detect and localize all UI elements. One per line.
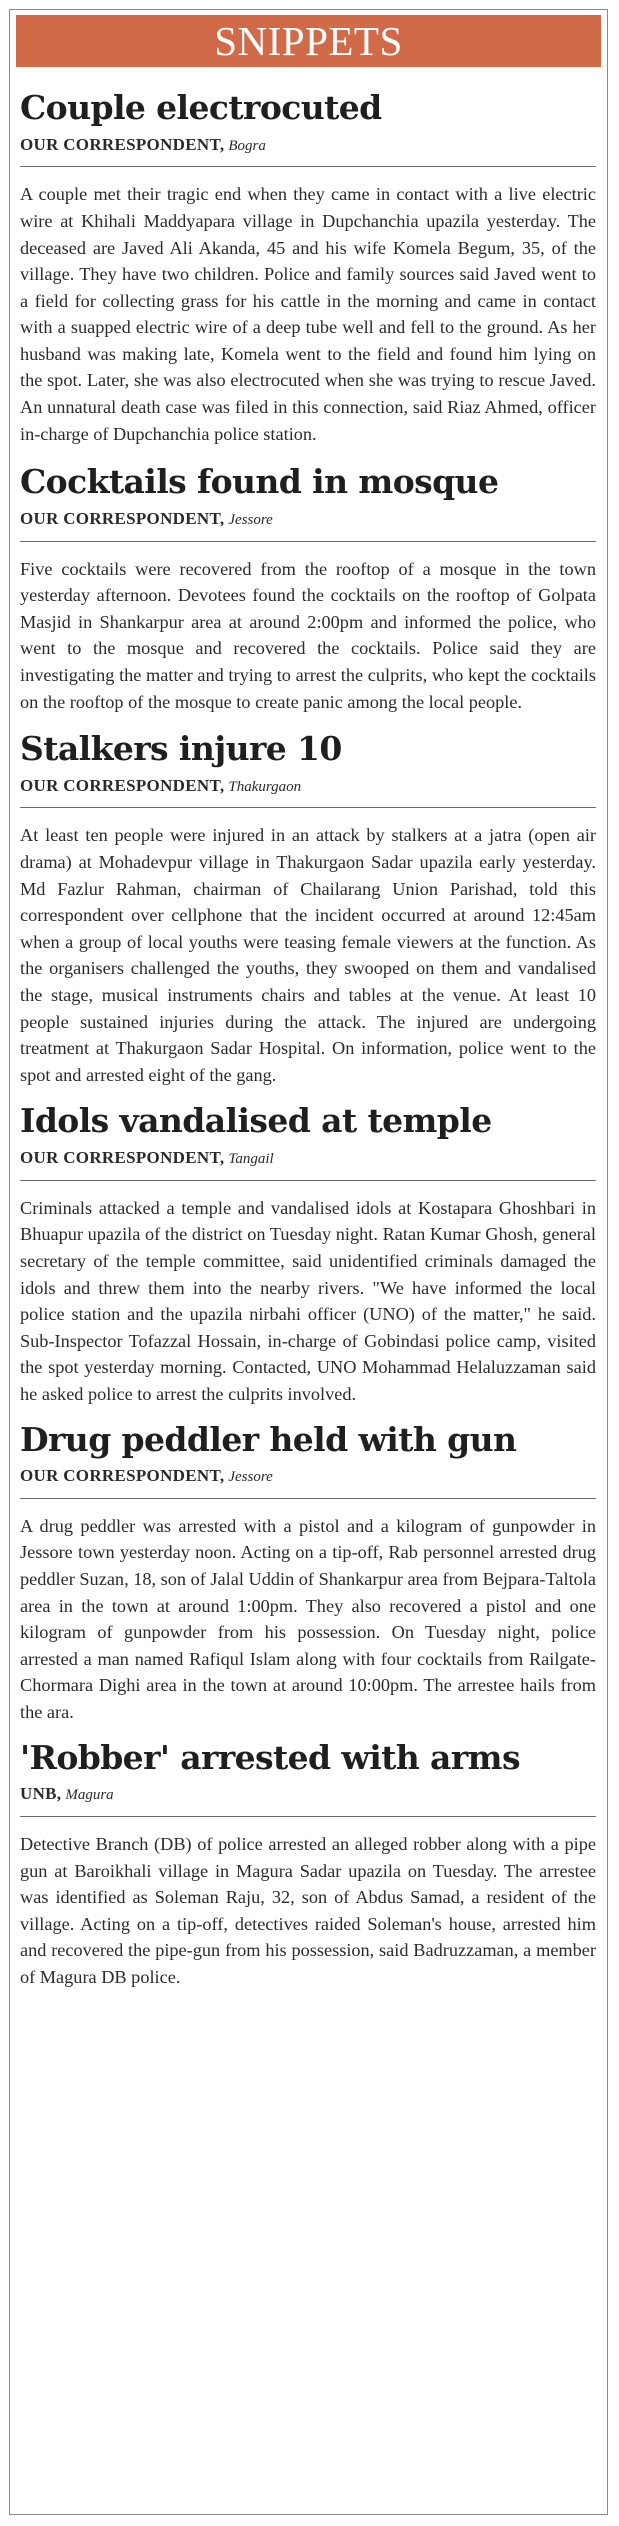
byline-author: OUR CORRESPONDENT, — [20, 1148, 225, 1168]
article-list — [10, 88, 607, 1990]
article-drug-peddler — [20, 1419, 596, 1726]
article-headline: Couple electrocuted — [20, 88, 382, 127]
article-idols-vandalised — [20, 1101, 596, 1407]
byline-author: OUR CORRESPONDENT, — [20, 775, 225, 795]
article-couple-electrocuted — [20, 88, 596, 447]
byline-location: Thakurgaon — [228, 778, 302, 795]
article-body: At least ten people were injured in an attack by stalkers at a jatra (open air drama) at Mohadevpur village in Thakurgaon Sadar upazila early yesterday. Md Fazlur Rahman, chairman of Chailarang Union Parishad, told this correspondent over cellphone that the incident occurred at around 12:45am when a group of local youths were teasing female viewers at the function. As the organisers challenged the youths, they swooped on them and vandalised the stage, musical instruments chairs and tables at the venue. At least 10 people sustained injuries during the attack. The injured are undergoing treatment at Thakurgaon Sadar Hospital. On information, police went to the spot and arrested eight of the gang. — [20, 825, 596, 1085]
article-body: Criminals attacked a temple and vandalised idols at Kostapara Ghoshbari in Bhuapur upazila of the district on Tuesday night. Ratan Kumar Ghosh, general secretary of the temple committee, said unidentified criminals damaged the idols and threw them into the nearby rivers. "We have informed the local police station and the upazila nirbahi officer (UNO) of the matter," he said. Sub-Inspector Tofazzal Hossain, in-charge of Gobindasi police camp, visited the spot yesterday morning. Contacted, UNO Mohammad Helaluzzaman said he asked police to arrest the culprits involved. — [20, 1197, 596, 1404]
article-headline: Stalkers injure 10 — [20, 729, 342, 769]
byline-author: OUR CORRESPONDENT, — [20, 134, 225, 154]
byline-author: OUR CORRESPONDENT, — [20, 1466, 225, 1486]
article-byline — [20, 1149, 596, 1168]
article-headline: Cocktails found in mosque — [20, 462, 499, 502]
byline-location: Jessore — [228, 1469, 273, 1486]
byline-author: OUR CORRESPONDENT, — [20, 508, 225, 528]
divider — [20, 807, 596, 808]
section-banner — [16, 15, 601, 67]
divider — [20, 1498, 596, 1499]
byline-author: UNB, — [20, 1784, 62, 1804]
article-body: Detective Branch (DB) of police arrested an alleged robber along with a pipe gun at Baroikhali village in Magura Sadar upazila on Tuesday. The arrestee was identified as Soleman Raju, 32, son of Abdus Samad, a resident of the village. Acting on a tip-off, detectives raided Soleman's house, arrested him and recovered the pipe-gun from his possession, said Badruzzaman, a member of Magura DB police. — [20, 1833, 596, 1987]
divider — [20, 541, 596, 542]
byline-location: Bogra — [228, 137, 266, 154]
article-body: Five cocktails were recovered from the rooftop of a mosque in the town yesterday afternoon. Devotees found the cocktails on the rooftop of Golpata Masjid in Shankarpur area at around 2:00pm and informed the police, who went to the mosque and recovered the cocktails. Police said they are investigating the matter and trying to arrest the culprits, who kept the cocktails on the rooftop of the mosque to create panic among the local people. — [20, 558, 596, 712]
article-cocktails-found — [20, 462, 596, 715]
article-headline: Drug peddler held with gun — [20, 1419, 517, 1459]
snippets-column — [9, 9, 608, 2515]
divider — [20, 166, 596, 167]
divider — [20, 1180, 596, 1181]
section-title: SNIPPETS — [214, 17, 403, 64]
article-byline — [20, 1467, 596, 1486]
divider — [20, 1816, 596, 1817]
article-body: A couple met their tragic end when they came in contact with a live electric wire at Khihali Maddyapara village in Dupchanchia upazila yesterday. The deceased are Javed Ali Akanda, 45 and his wife Komela Begum, 35, of the village. They have two children. Police and family sources said Javed went to a field for collecting grass for his cattle in the morning and came in contact with a suapped electric wire of a deep tube well and fell to the ground. As her husband was making late, Komela went to the field and found him lying on the spot. Later, she was also electrocuted when she was trying to rescue Javed. An unnatural death case was filed in this connection, said Riaz Ahmed, officer in-charge of Dupchanchia police station. — [20, 184, 596, 444]
article-headline: Idols vandalised at temple — [20, 1101, 492, 1141]
article-stalkers-injure — [20, 729, 596, 1088]
article-byline — [20, 1785, 596, 1804]
article-byline — [20, 777, 596, 796]
article-robber-arrested — [20, 1737, 596, 1991]
byline-location: Jessore — [228, 511, 273, 528]
article-byline — [20, 136, 596, 155]
byline-location: Tangail — [228, 1151, 274, 1168]
article-byline — [20, 510, 596, 529]
article-body: A drug peddler was arrested with a pistol and a kilogram of gunpowder in Jessore town yesterday noon. Acting on a tip-off, Rab personnel arrested drug peddler Suzan, 18, son of Jalal Uddin of Shankarpur area from Bejpara-Taltola area in the town at around 1:00pm. They also recovered a pistol and one kilogram of gunpowder from his possession. On Tuesday night, police arrested a man named Rafiqul Islam along with four cocktails from Railgate-Chormara Dighi area in the town at around 10:00pm. The arrestee hails from the ara. — [20, 1515, 596, 1722]
article-headline: 'Robber' arrested with arms — [20, 1737, 520, 1777]
byline-location: Magura — [65, 1787, 114, 1804]
